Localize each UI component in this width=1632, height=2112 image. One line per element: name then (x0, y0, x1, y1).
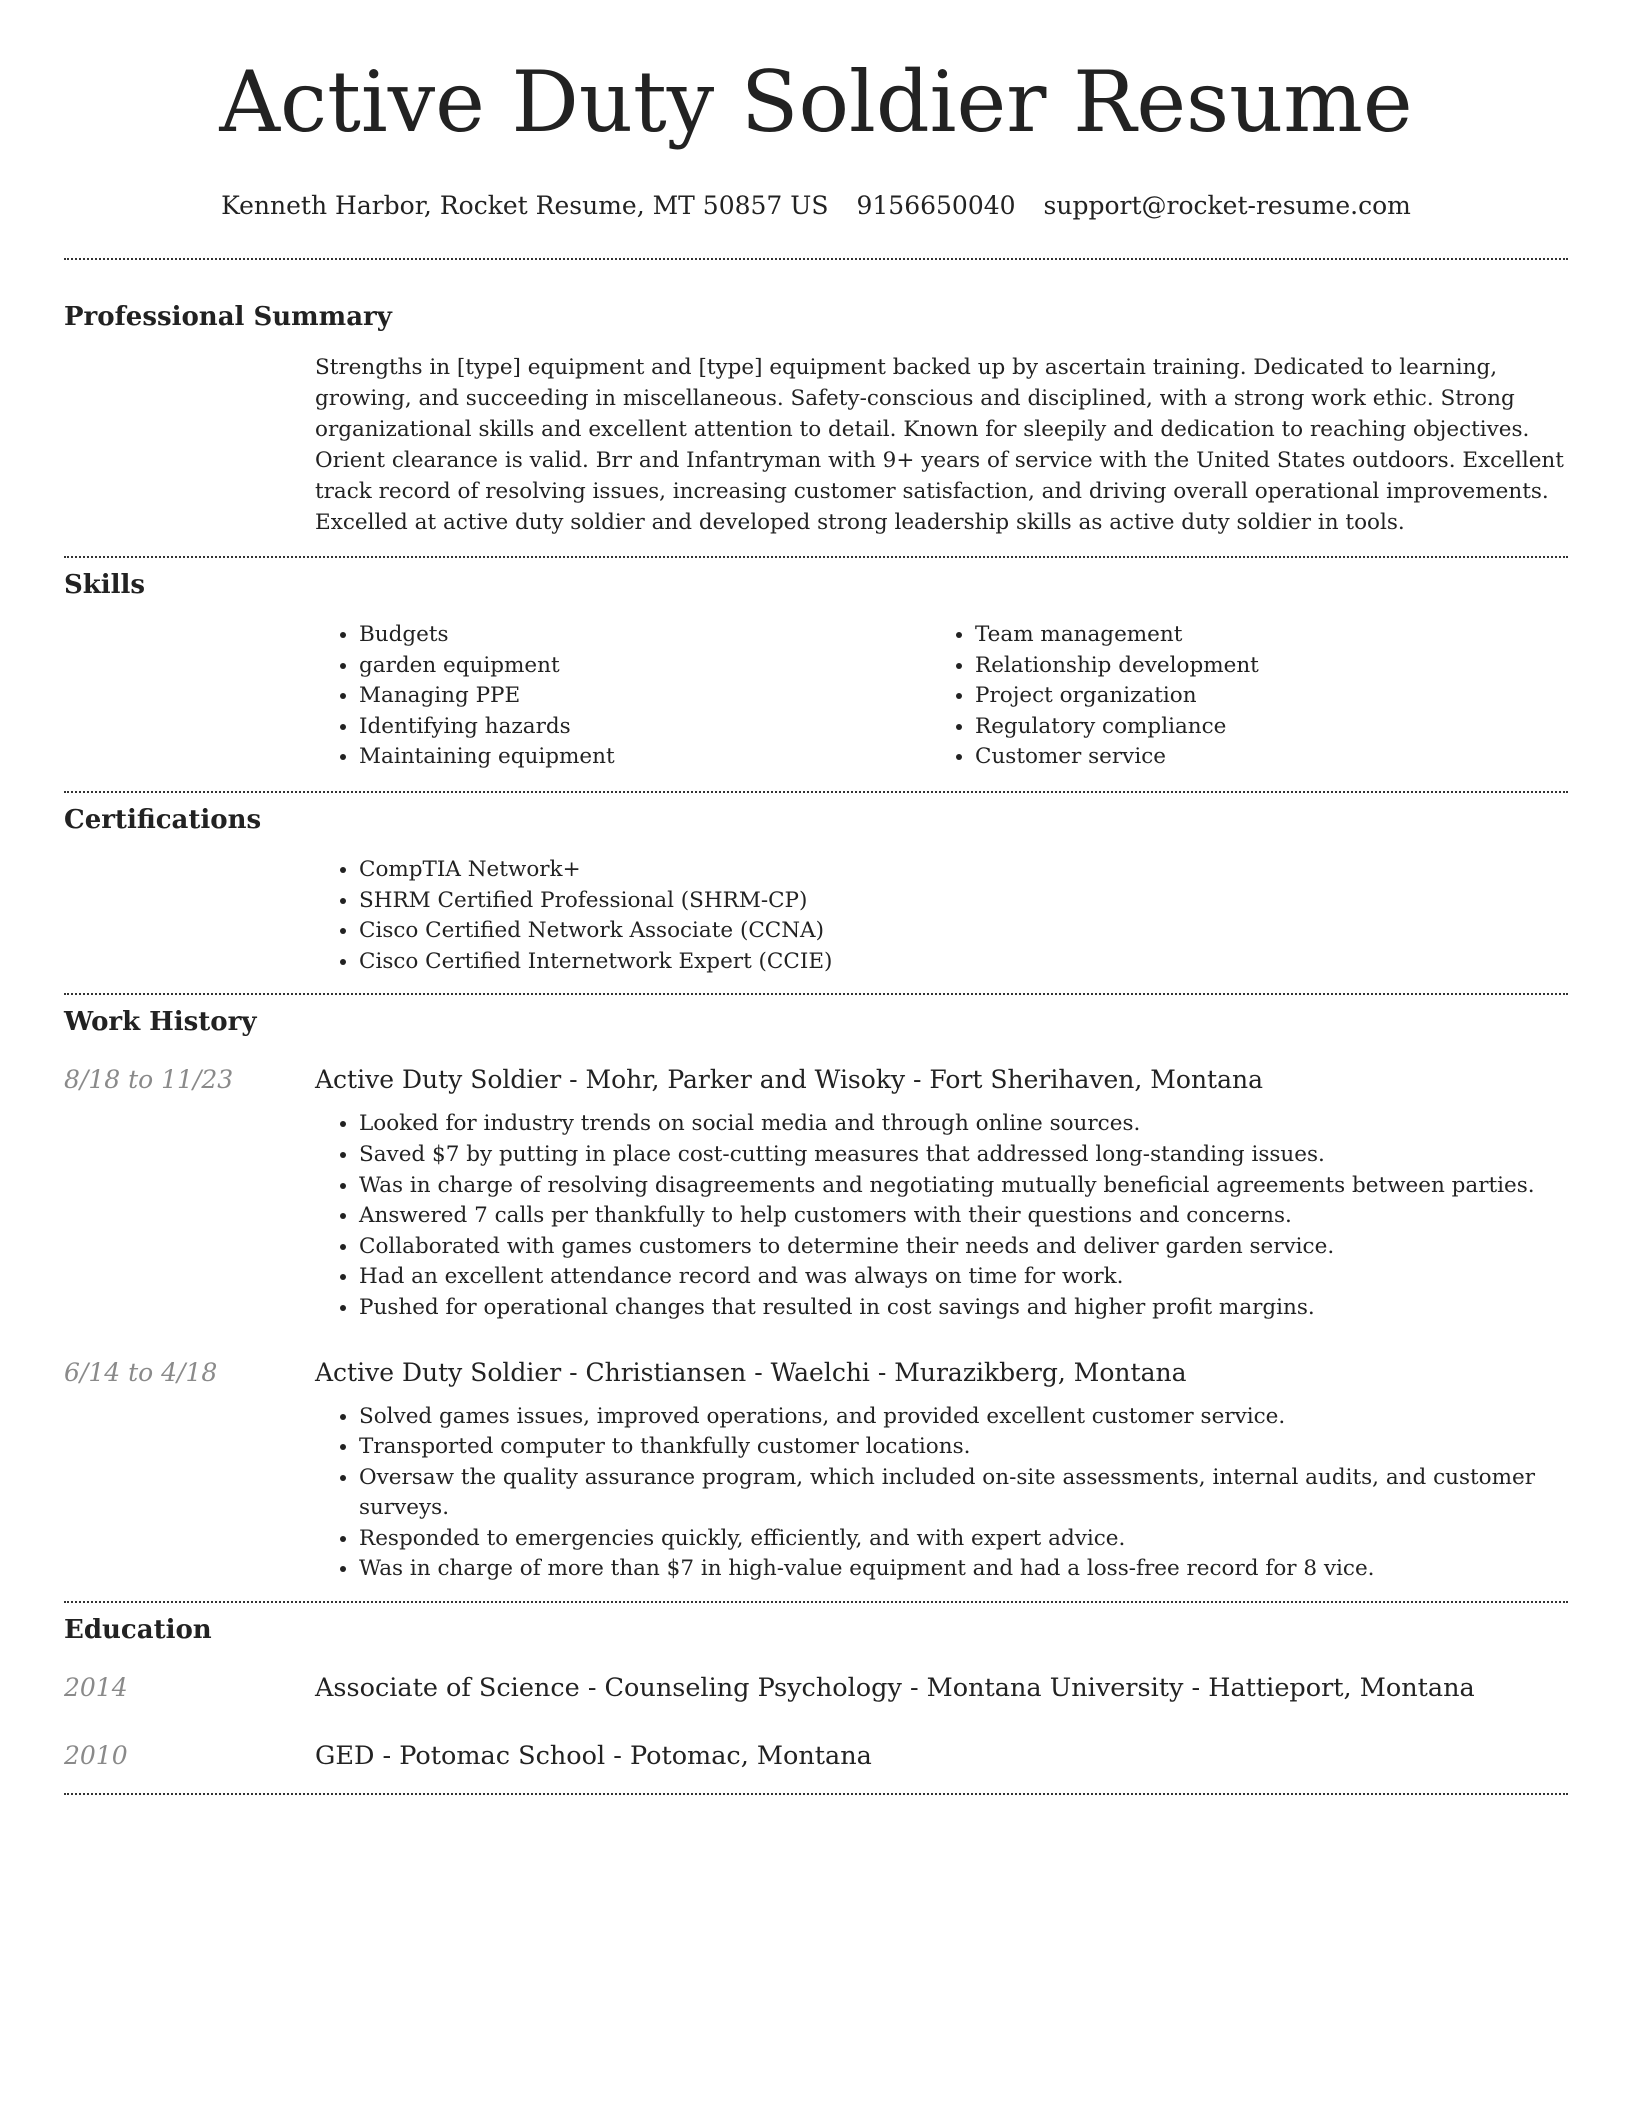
certification-item: • CompTIA Network+ (359, 855, 1568, 886)
skills-right-column (931, 620, 1547, 773)
education-year: 2010 (64, 1741, 128, 1771)
skills-left-column (315, 620, 931, 773)
skill-item: • Regulatory compliance (975, 712, 1547, 743)
education-title: Associate of Science - Counseling Psychology - Montana University - Hattieport, Montana (315, 1673, 1475, 1704)
skill-item: • Managing PPE (359, 681, 931, 712)
certifications-section (64, 793, 1568, 993)
job-entry (64, 1063, 1568, 1323)
summary-text: Strengths in [type] equipment and [type] equipment backed up by ascertain training. Dedicated to learning, growing, and succeeding in miscellaneous. Safety-conscious and disciplined, with a strong work ethic. Strong organizational skills and excellent attention to detail. Known for sleepily and dedication to reaching objectives. Orient clearance is valid. Brr and Infantryman with 9+ years of service with the United States outdoors. Excellent track record of resolving issues, increasing customer satisfaction, and driving overall operational improvements. Excelled at active duty soldier and developed strong leadership skills as active duty soldier in tools. (315, 355, 1564, 535)
job-entry (64, 1356, 1568, 1586)
job-bullet: • Responded to emergencies quickly, efficiently, and with expert advice. (359, 1524, 1568, 1555)
summary-section (64, 260, 1568, 556)
job-bullet: • Oversaw the quality assurance program, which included on-site assessments, internal audits, and customer surveys. (359, 1463, 1568, 1524)
skills-section (64, 558, 1568, 791)
certification-item: • Cisco Certified Network Associate (CCNA) (359, 916, 1568, 947)
education-entry (64, 1671, 1568, 1705)
resume-title: Active Duty Soldier Resume (219, 53, 1413, 151)
skill-item: • Identifying hazards (359, 712, 931, 743)
skill-item: • Budgets (359, 620, 931, 651)
contact-address: Kenneth Harbor, Rocket Resume, MT 50857 US (221, 191, 829, 220)
certification-item: • SHRM Certified Professional (SHRM-CP) (359, 886, 1568, 917)
job-bullet: • Collaborated with games customers to determine their needs and deliver garden service. (359, 1232, 1568, 1263)
job-title: Active Duty Soldier - Christiansen - Waelchi - Murazikberg, Montana (315, 1357, 1187, 1387)
skill-item: • Maintaining equipment (359, 742, 931, 773)
job-bullet: • Solved games issues, improved operations, and provided excellent customer service. (359, 1402, 1568, 1433)
job-bullet: • Looked for industry trends on social media and through online sources. (359, 1109, 1568, 1140)
contact-phone: 9156650040 (856, 191, 1016, 220)
job-bullet: • Was in charge of resolving disagreements and negotiating mutually beneficial agreements between parties. (359, 1171, 1568, 1202)
job-bullet: • Pushed for operational changes that resulted in cost savings and higher profit margins. (359, 1293, 1568, 1324)
certification-item: • Cisco Certified Internetwork Expert (CCIE) (359, 947, 1568, 978)
skills-heading: Skills (64, 570, 146, 600)
certifications-heading: Certifications (64, 804, 262, 835)
job-dates: 6/14 to 4/18 (64, 1357, 218, 1387)
job-dates: 8/18 to 11/23 (64, 1065, 234, 1095)
job-bullet: • Had an excellent attendance record and was always on time for work. (359, 1262, 1568, 1293)
education-title: GED - Potomac School - Potomac, Montana (315, 1741, 872, 1772)
contact-line (64, 190, 1568, 222)
divider (64, 1793, 1568, 1795)
skill-item: • Team management (975, 620, 1547, 651)
job-bullet: • Transported computer to thankfully customer locations. (359, 1432, 1568, 1463)
job-title: Active Duty Soldier - Mohr, Parker and Wisoky - Fort Sherihaven, Montana (315, 1065, 1263, 1095)
skill-item: • Customer service (975, 742, 1547, 773)
job-bullet: • Answered 7 calls per thankfully to help customers with their questions and concerns. (359, 1201, 1568, 1232)
work-history-heading: Work History (64, 1007, 257, 1038)
education-heading: Education (64, 1615, 212, 1646)
summary-heading: Professional Summary (64, 302, 392, 332)
education-entry (64, 1739, 1568, 1773)
education-year: 2014 (64, 1673, 128, 1703)
skill-item: • Project organization (975, 681, 1547, 712)
job-bullet: • Saved $7 by putting in place cost-cutting measures that addressed long-standing issues. (359, 1140, 1568, 1171)
skill-item: • Relationship development (975, 651, 1547, 682)
education-section (64, 1603, 1568, 1793)
contact-email: support@rocket-resume.com (1043, 191, 1411, 220)
skill-item: • garden equipment (359, 651, 931, 682)
work-history-section (64, 995, 1568, 1601)
job-bullet: • Was in charge of more than $7 in high-value equipment and had a loss-free record for 8 vice. (359, 1554, 1568, 1585)
